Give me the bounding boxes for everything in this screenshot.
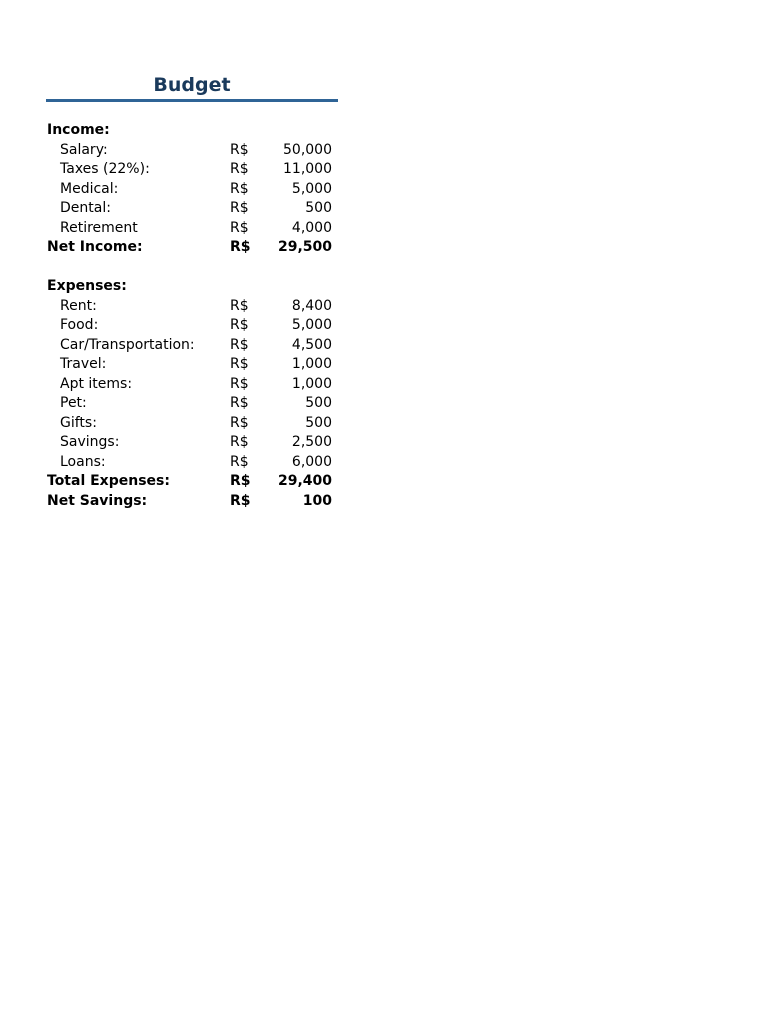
total-expenses-label: Total Expenses: <box>47 473 170 489</box>
net-savings-label: Net Savings: <box>47 492 148 509</box>
expense-gifts-label: Gifts: <box>60 414 97 431</box>
expense-car-label: Car/Transportation: <box>60 336 195 353</box>
expense-travel-label: Travel: <box>60 356 107 372</box>
expenses-heading-row <box>46 277 338 297</box>
table-row <box>46 453 338 473</box>
income-medical-label: Medical: <box>60 180 119 197</box>
total-expenses-amount: 29,400 <box>277 473 332 489</box>
table-row <box>46 414 338 434</box>
table-row <box>46 297 338 317</box>
expense-savings-label: Savings: <box>60 434 120 450</box>
currency-symbol: R$ <box>230 180 249 197</box>
currency-symbol: R$ <box>230 239 251 255</box>
currency-symbol: R$ <box>230 141 249 158</box>
income-dental-amount: 500 <box>305 200 332 216</box>
expense-rent-label: Rent: <box>60 297 97 314</box>
net-savings-row <box>46 492 338 512</box>
expense-food-amount: 5,000 <box>291 317 332 333</box>
currency-symbol: R$ <box>230 317 249 333</box>
expense-car-amount: 4,500 <box>291 336 332 353</box>
currency-symbol: R$ <box>230 492 251 509</box>
currency-symbol: R$ <box>230 434 249 450</box>
expense-food-label: Food: <box>60 317 99 333</box>
table-row <box>46 160 338 180</box>
currency-symbol: R$ <box>230 219 249 236</box>
table-row <box>46 141 338 161</box>
total-expenses-row <box>46 472 338 492</box>
currency-symbol: R$ <box>230 297 249 314</box>
table-row <box>46 394 338 414</box>
expense-savings-amount: 2,500 <box>291 434 332 450</box>
currency-symbol: R$ <box>230 375 249 392</box>
expense-loans-label: Loans: <box>60 453 106 470</box>
table-row <box>46 355 338 375</box>
table-row <box>46 316 338 336</box>
expense-apt-items-amount: 1,000 <box>291 375 332 392</box>
income-heading: Income: <box>47 122 110 138</box>
income-retirement-label: Retirement <box>60 219 138 236</box>
income-taxes-amount: 11,000 <box>283 161 332 177</box>
currency-symbol: R$ <box>230 336 249 353</box>
expense-apt-items-label: Apt items: <box>60 375 133 392</box>
income-heading-row <box>46 121 338 141</box>
table-row <box>46 433 338 453</box>
currency-symbol: R$ <box>230 473 251 489</box>
expense-pet-label: Pet: <box>60 395 87 411</box>
expenses-heading: Expenses: <box>47 278 127 294</box>
net-income-label: Net Income: <box>47 239 143 255</box>
currency-symbol: R$ <box>230 453 249 470</box>
budget-sheet <box>46 72 338 511</box>
income-dental-label: Dental: <box>60 200 111 216</box>
expense-rent-amount: 8,400 <box>291 297 332 314</box>
table-row <box>46 199 338 219</box>
expense-travel-amount: 1,000 <box>291 356 332 372</box>
page-title: Budget <box>153 74 231 96</box>
net-savings-amount: 100 <box>302 492 332 509</box>
income-taxes-label: Taxes (22%): <box>60 161 150 177</box>
currency-symbol: R$ <box>230 356 249 372</box>
table-row <box>46 219 338 239</box>
currency-symbol: R$ <box>230 200 249 216</box>
table-row <box>46 180 338 200</box>
expense-pet-amount: 500 <box>305 395 332 411</box>
income-medical-amount: 5,000 <box>291 180 332 197</box>
income-salary-amount: 50,000 <box>283 141 332 158</box>
income-salary-label: Salary: <box>60 141 108 158</box>
currency-symbol: R$ <box>230 395 249 411</box>
income-retirement-amount: 4,000 <box>291 219 332 236</box>
expense-gifts-amount: 500 <box>305 414 332 431</box>
expense-loans-amount: 6,000 <box>291 453 332 470</box>
table-row <box>46 336 338 356</box>
net-income-amount: 29,500 <box>277 239 332 255</box>
currency-symbol: R$ <box>230 414 249 431</box>
net-income-row <box>46 238 338 258</box>
currency-symbol: R$ <box>230 161 249 177</box>
table-row <box>46 375 338 395</box>
